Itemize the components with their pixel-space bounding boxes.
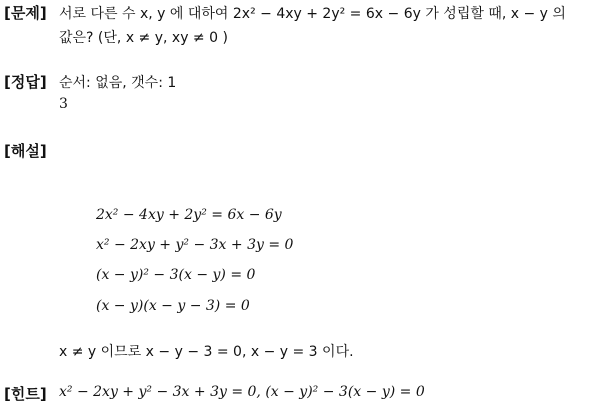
problem-label: [문제]: [4, 4, 47, 22]
solution-step-2: x² − 2xy + y² − 3x + 3y = 0: [96, 237, 294, 253]
answer-meta: 순서: 없음, 갯수: 1: [59, 75, 177, 91]
solution-step-3: (x − y)² − 3(x − y) = 0: [96, 267, 256, 283]
solution-conclusion: x ≠ y 이므로 x − y − 3 = 0, x − y = 3 이다.: [59, 344, 354, 360]
hint-label: [힌트]: [4, 385, 47, 403]
solution-step-4: (x − y)(x − y − 3) = 0: [96, 298, 250, 314]
problem-text-line1: 서로 다른 수 x, y 에 대하여 2x² − 4xy + 2y² = 6x − 6y 가 성립할 때, x − y 의: [59, 6, 566, 22]
solution-label: [해설]: [4, 142, 47, 160]
solution-step-1: 2x² − 4xy + 2y² = 6x − 6y: [96, 207, 282, 223]
problem-text-line2: 값은? (단, x ≠ y, xy ≠ 0 ): [59, 30, 228, 46]
answer-label: [정답]: [4, 73, 47, 91]
answer-value: 3: [59, 96, 68, 112]
hint-text: x² − 2xy + y² − 3x + 3y = 0, (x − y)² − 3(x − y) = 0: [59, 384, 425, 400]
